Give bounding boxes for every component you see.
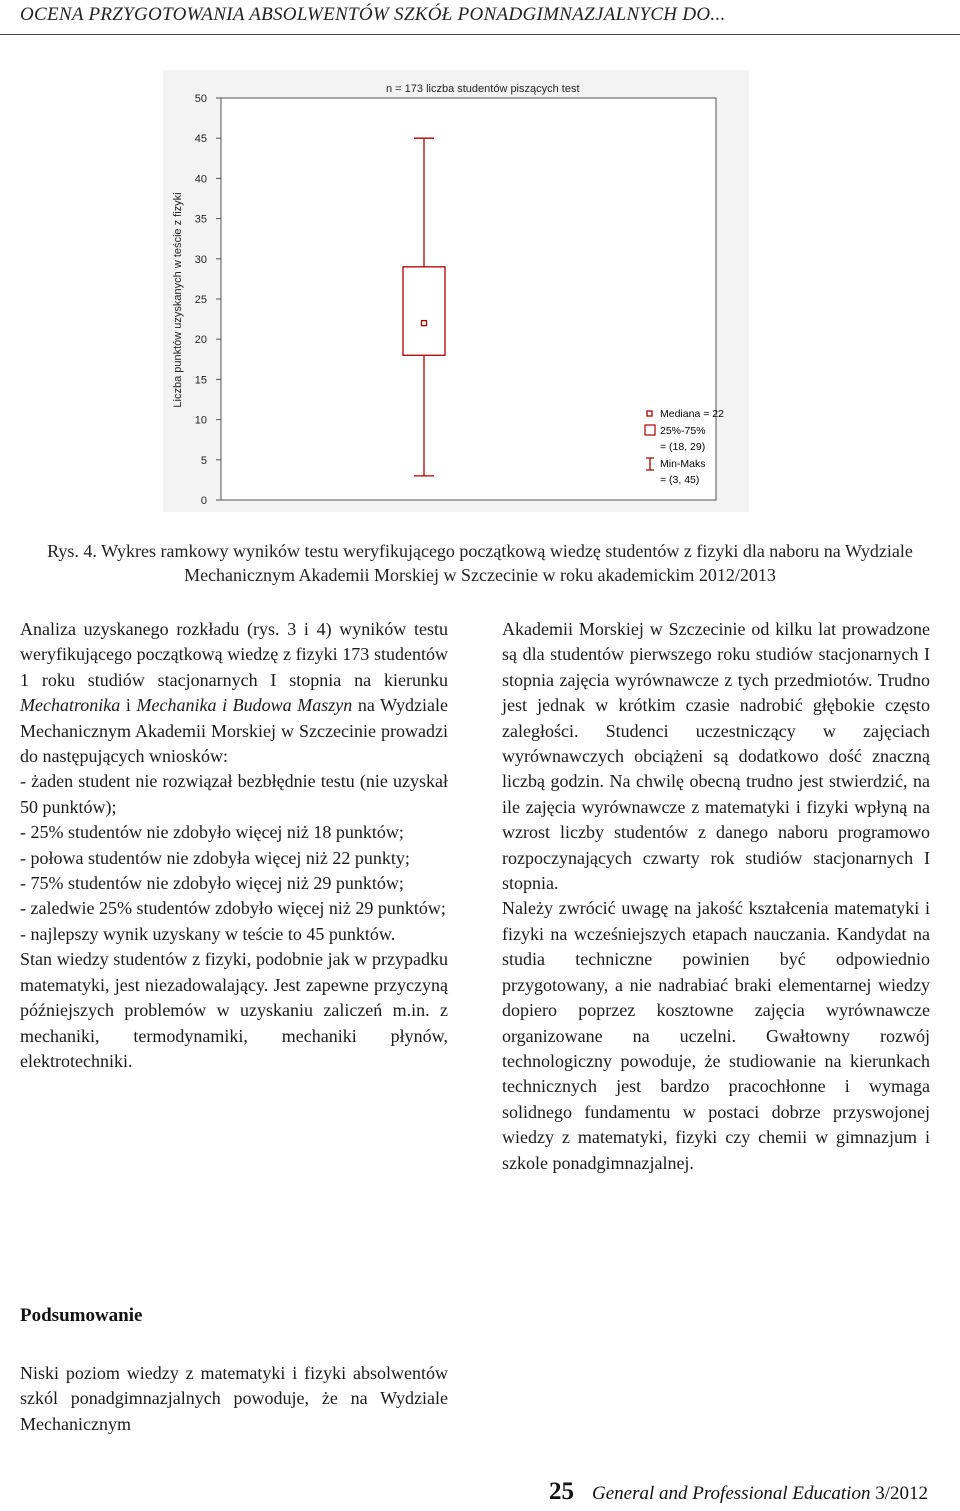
boxplot-chart (163, 70, 749, 512)
bullet-item: - 75% studentów nie zdobyło więcej niż 29 punktów; (20, 873, 404, 894)
left-p1-part-c: na Wydziale Mechanicznym Akademii Morskiej w Szczecinie prowadzi do następujących wniosków: (20, 695, 448, 767)
y-tick-label: 30 (194, 253, 207, 266)
left-p1-part-b: i (120, 695, 137, 716)
left-paragraph-1 (20, 617, 448, 769)
y-tick-label: 35 (194, 213, 207, 226)
y-tick-label: 10 (194, 414, 207, 427)
legend-range-label: Min-Maks (660, 458, 706, 470)
y-tick-label: 25 (194, 294, 207, 306)
legend-iqr-value: = (18, 29) (660, 441, 706, 453)
header-rule (0, 34, 960, 35)
journal-issue: 3/2012 (870, 1483, 928, 1504)
left-p1-part-a: Analiza uzyskanego rozkładu (rys. 3 i 4) wyników testu weryfikującego początkową wiedzę z fizyki 173 studentów 1 roku studiów stacjonarnych I stopnia na kierunku (20, 619, 448, 690)
y-ticks (195, 93, 221, 507)
summary-paragraph: Niski poziom wiedzy z matematyki i fizyki absolwentów szkól ponadgimnazjalnych powoduje, że na Wydziale Mechanicznym (20, 1363, 448, 1434)
journal-name: General and Professional Education (592, 1483, 871, 1504)
y-tick-label: 20 (194, 334, 207, 347)
bullet-item: - 25% studentów nie zdobyło więcej niż 18 punktów; (20, 822, 404, 843)
right-paragraph-2: Należy zwrócić uwagę na jakość kształcenia matematyki i fizyki na wcześniejszych etapach nauczania. Kandydat na studia techniczne powinien być odpowiednio przygotowany, a nie nadrabiać braki elementarnej wiedzy dopiero poprzez kosztowne zajęcia wyrównawcze organizowane na uczelni. Gwałtowny rozwój technologiczny powoduje, że studiowanie na kierunkach technicznych jest bardzo pracochłonne i wymaga solidnego fundamentu w postaci dobrze przyswojonej wiedzy z matematyki, fizyki czy chemii w gimnazjum i szkole ponadgimnazjalnej. (502, 898, 930, 1173)
y-tick-label: 50 (194, 93, 207, 105)
y-tick-label: 40 (194, 173, 207, 186)
running-header: OCENA PRZYGOTOWANIA ABSOLWENTÓW SZKÓŁ PONADGIMNAZJALNYCH DO... (20, 4, 726, 25)
left-column (20, 617, 448, 1074)
left-p1-italic-2: Mechanika i Budowa Maszyn (136, 695, 353, 716)
chart-title: n = 173 liczba studentów piszących test (386, 83, 580, 95)
page-footer (549, 1478, 928, 1506)
y-tick-label: 15 (194, 374, 207, 387)
left-paragraph-2: Stan wiedzy studentów z fizyki, podobnie jak w przypadku matematyki, jest niezadowalający. Jest zapewne przyczyną późniejszych problemów w uzyskaniu zaliczeń m.in. z mechaniki, termodynamiki, mechaniki płynów, elektrotechniki. (20, 949, 448, 1071)
right-column (502, 617, 930, 1176)
bullet-item: - zaledwie 25% studentów zdobyło więcej niż 29 punktów; (20, 898, 446, 919)
right-paragraph-1: Akademii Morskiej w Szczecinie od kilku lat prowadzone są dla studentów pierwszego roku studiów stacjonarnych I stopnia zajęcia wyrównawcze z tych przedmiotów. Trudno jest jednak w krótkim czasie nadrobić głębokie często zaległości. Studenci uczestniczący w zajęciach wyrównawczych obciążeni są dodatkowo dość znaczną liczbą godzin. Na chwilę obecną trudno jest stwierdzić, na ile zajęcia wyrównawcze z matematyki i fizyki wpłyną na wzrost liczby studentów z danego naboru programowo rozpoczynających czwarty rok studiów stacjonarnych I stopnia. (502, 619, 930, 894)
bullet-item: - żaden student nie rozwiązał bezbłędnie testu (nie uzyskał 50 punktów); (20, 771, 448, 817)
figure-caption: Rys. 4. Wykres ramkowy wyników testu weryfikującego początkową wiedzę studentów z fizyki dla naboru na Wydziale Mechanicznym Akademii Morskiej w Szczecinie w roku akademickim 2012/2013 (47, 541, 913, 585)
y-tick-label: 45 (194, 133, 207, 146)
y-tick-label: 0 (200, 495, 207, 507)
boxplot-figure (163, 70, 749, 512)
page-number: 25 (549, 1478, 574, 1505)
legend-median-label: Mediana = 22 (660, 408, 724, 420)
bullet-item: - najlepszy wynik uzyskany w teście to 45 punktów. (20, 923, 396, 944)
legend-range-value: = (3, 45) (660, 474, 700, 486)
y-axis-label: Liczba punktów uzyskanych w teście z fizyki (172, 192, 184, 408)
legend-iqr-label: 25%-75% (660, 425, 706, 437)
y-tick-label: 5 (200, 454, 207, 467)
bullet-item: - połowa studentów nie zdobyła więcej niż 22 punkty; (20, 847, 410, 868)
left-p1-italic-1: Mechatronika (20, 695, 121, 716)
section-title: Podsumowanie (20, 1305, 143, 1326)
plot-area (221, 98, 716, 500)
